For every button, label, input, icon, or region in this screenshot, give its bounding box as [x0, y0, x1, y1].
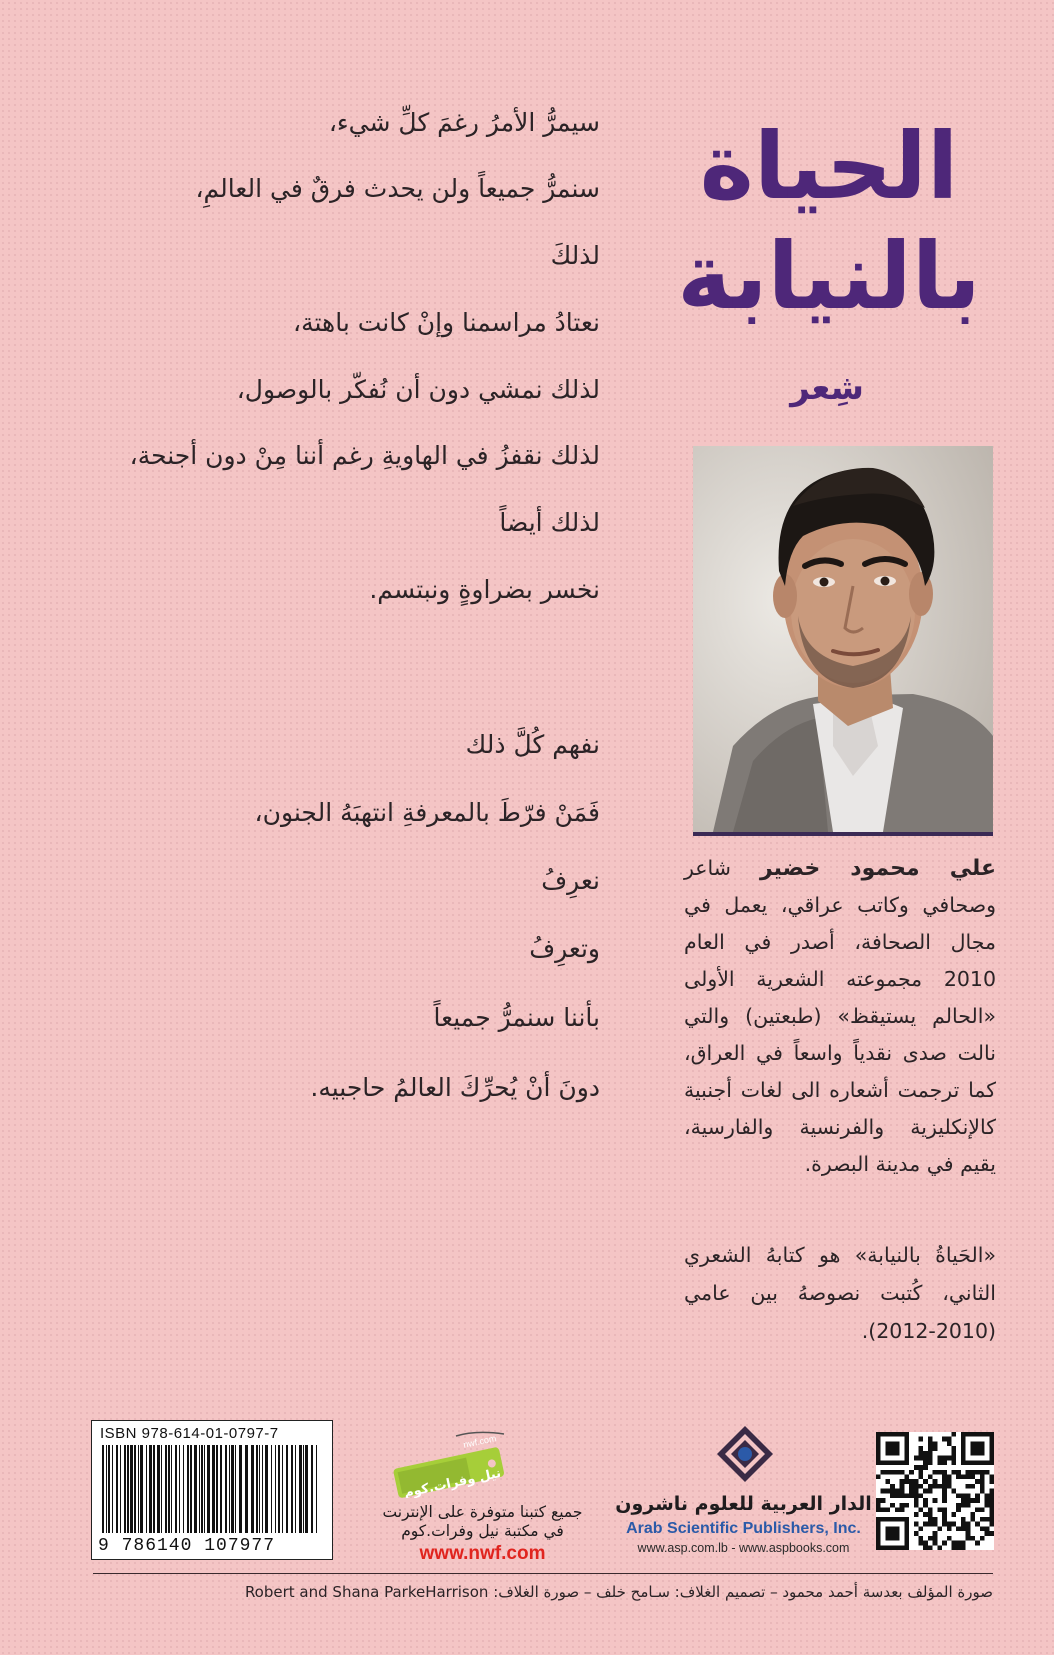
- book-title-line: الحياة: [699, 113, 959, 220]
- poem-line: لذلك نمشي دون أن نُفكّر بالوصول،: [236, 375, 600, 404]
- author-photo: [693, 446, 993, 832]
- poem-line: سيمرُّ الأمرُ رغمَ كلِّ شيء،: [328, 108, 600, 137]
- ean-digits: 9 786140 107977: [98, 1536, 276, 1556]
- poem-line: دونَ أنْ يُحرِّكَ العالمُ حاجبيه.: [310, 1073, 600, 1102]
- qr-code-icon: [876, 1432, 994, 1554]
- book-title: [664, 112, 994, 332]
- poem-line: وتعرِفُ: [529, 934, 600, 963]
- poem-line: نخسر بضراوةٍ ونبتسم.: [369, 575, 600, 604]
- poem-line: لذلك نقفزُ في الهاويةِ رغم أننا مِنْ دون أجنحة،: [129, 441, 600, 470]
- barcode-bars-icon: [100, 1445, 324, 1535]
- publisher-name-en: Arab Scientific Publishers, Inc.: [626, 1520, 861, 1537]
- book-genre: شِعر: [790, 368, 864, 408]
- nwf-tag-label: نيل وفرات.كوم: [402, 1465, 503, 1498]
- nwf-tag-logo: [386, 1428, 526, 1502]
- nwf-tag-url: nwf.com: [462, 1433, 498, 1450]
- author-bio-text: شاعر وصحافي وكاتب عراقي، يعمل في مجال الصحافة، أصدر في العام 2010 مجموعته الشعرية الأولى «الحالم يستيقظ» (طبعتين) والتي نالت صدى نقدياً واسعاً في العراق، كما ترجمت أشعاره الى لغات أجنبية كالإنكليزية والفرنسية والفارسية، يقيم في مدينة البصرة.: [684, 856, 996, 1176]
- poem-line: نعرِفُ: [541, 866, 600, 895]
- publisher-websites: www.asp.com.lb - www.aspbooks.com: [637, 1541, 850, 1555]
- book-note: «الحَياةُ بالنيابة» هو كتابهُ الشعري الثاني، كُتبت نصوصهُ بين عامي (2010-2012).: [684, 1243, 996, 1343]
- nwf-price-tag-icon: [386, 1428, 526, 1498]
- isbn-number: ISBN 978-614-01-0797-7: [100, 1425, 279, 1442]
- publisher-name-ar: الدار العربية للعلوم ناشرون: [615, 1493, 872, 1515]
- nwf-text-line: جميع كتبنا متوفرة على الإنترنت: [382, 1503, 583, 1521]
- poem-line: نعتادُ مراسمنا وإنْ كانت باهتة،: [293, 308, 600, 337]
- publisher-emblem-icon: [715, 1424, 775, 1490]
- poem-line: بأننا سنمرُّ جميعاً: [433, 1003, 600, 1032]
- author-bio: [684, 850, 996, 1183]
- poem-line: نفهم كُلَّ ذلك: [465, 730, 600, 759]
- author-portrait-illustration: [693, 446, 993, 832]
- poem-line: لذلك أيضاً: [499, 508, 600, 537]
- nwf-url: www.nwf.com: [419, 1543, 546, 1564]
- book-title-line: بالنيابة: [677, 223, 981, 330]
- nwf-availability-text: [355, 1503, 610, 1541]
- poem-line: سنمرُّ جميعاً ولن يحدث فرقٌ في العالمِ،: [195, 174, 600, 203]
- cover-credits: صورة المؤلف بعدسة أحمد محمود – تصميم الغلاف: سـامح خلف – صورة الغلاف: Robert and Shana ParkeHarrison: [244, 1583, 993, 1601]
- poem-line: لذلكَ: [550, 241, 600, 270]
- barcode: [91, 1420, 333, 1560]
- photo-divider: [693, 832, 993, 836]
- author-name: علي محمود خضير: [759, 856, 996, 881]
- nwf-text-line: في مكتبة نيل وفرات.كوم: [401, 1522, 564, 1540]
- poem-line: فَمَنْ فرّطَ بالمعرفةِ انتهبَهُ الجنون،: [254, 798, 600, 827]
- credits-divider: [93, 1573, 993, 1574]
